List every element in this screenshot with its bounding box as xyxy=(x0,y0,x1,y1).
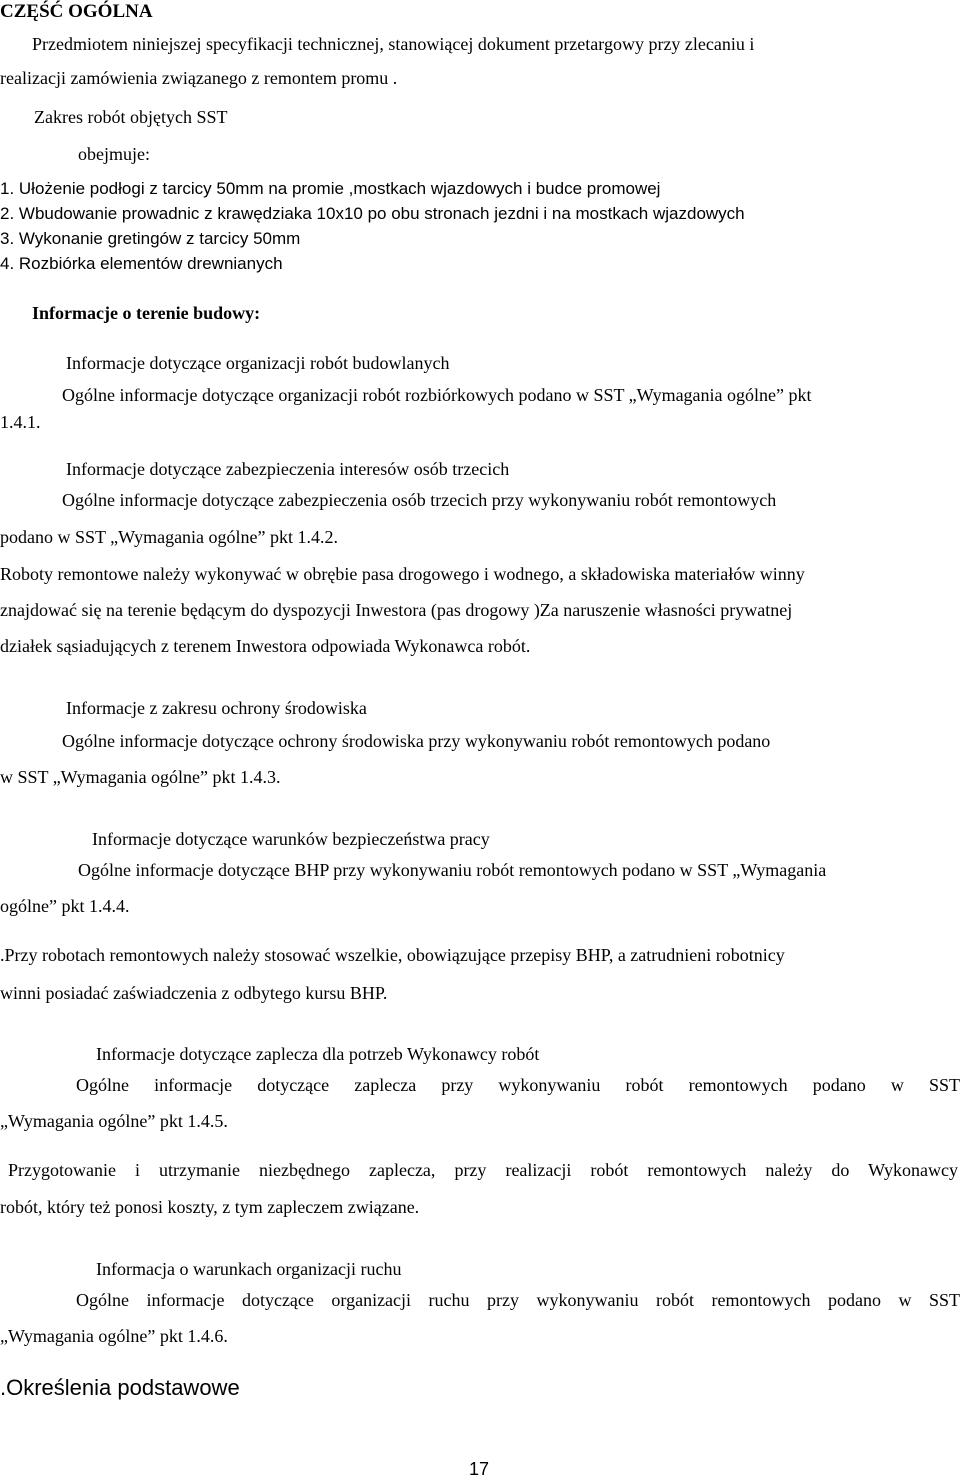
third-party-text-2: podano w SST „Wymagania ogólne” pkt 1.4.2. xyxy=(0,527,339,547)
scope-subtitle: obejmuje: xyxy=(78,144,150,164)
third-party-title: Informacje dotyczące zabezpieczenia interesów osób trzecich xyxy=(66,459,510,479)
intro-line-2: realizacji zamówienia związanego z remontem promu . xyxy=(0,68,398,88)
safety-extra-2: winni posiadać zaświadczenia z odbytego kursu BHP. xyxy=(0,983,388,1003)
safety-title: Informacje dotyczące warunków bezpieczeństwa pracy xyxy=(92,829,490,849)
facilities-text-1: Ogólne informacje dotyczące zaplecza przy wykonywaniu robót remontowych podano w SST xyxy=(76,1075,960,1095)
environment-text-2: w SST „Wymagania ogólne” pkt 1.4.3. xyxy=(0,767,281,787)
definitions-heading: .Określenia podstawowe xyxy=(0,1375,240,1400)
intro-line-1: Przedmiotem niniejszej specyfikacji technicznej, stanowiącej dokument przetargowy przy zlecaniu i xyxy=(32,34,755,54)
environment-title: Informacje z zakresu ochrony środowiska xyxy=(66,698,367,718)
safety-extra-1: .Przy robotach remontowych należy stosować wszelkie, obowiązujące przepisy BHP, a zatrudnieni robotnicy xyxy=(0,945,785,965)
third-party-extra-2: znajdować się na terenie będącym do dyspozycji Inwestora (pas drogowy )Za naruszenie własności prywatnej xyxy=(0,600,793,620)
scope-item: 2. Wbudowanie prowadnic z krawędziaka 10x10 po obu stronach jezdni i na mostkach wjazdowych xyxy=(0,204,745,223)
scope-item: 4. Rozbiórka elementów drewnianych xyxy=(0,254,283,273)
third-party-extra-1: Roboty remontowe należy wykonywać w obrębie pasa drogowego i wodnego, a składowiska materiałów winny xyxy=(0,564,805,584)
scope-item: 3. Wykonanie gretingów z tarcicy 50mm xyxy=(0,229,301,248)
facilities-text-2: „Wymagania ogólne” pkt 1.4.5. xyxy=(0,1111,228,1131)
third-party-extra-3: działek sąsiadujących z terenem Inwestora odpowiada Wykonawca robót. xyxy=(0,636,531,656)
traffic-text-2: „Wymagania ogólne” pkt 1.4.6. xyxy=(0,1326,228,1346)
facilities-extra-1: Przygotowanie i utrzymanie niezbędnego zaplecza, przy realizacji robót remontowych należy do Wykonawcy xyxy=(8,1160,958,1180)
safety-text-1: Ogólne informacje dotyczące BHP przy wykonywaniu robót remontowych podano w SST „Wymagania xyxy=(78,860,827,880)
traffic-title: Informacja o warunkach organizacji ruchu xyxy=(96,1259,402,1279)
scope-item: 1. Ułożenie podłogi z tarcicy 50mm na promie ,mostkach wjazdowych i budce promowej xyxy=(0,179,661,198)
page-number: 17 xyxy=(469,1459,490,1479)
environment-text-1: Ogólne informacje dotyczące ochrony środowiska przy wykonywaniu robót remontowych podano xyxy=(62,731,771,751)
organization-title: Informacje dotyczące organizacji robót budowlanych xyxy=(66,353,450,373)
safety-text-2: ogólne” pkt 1.4.4. xyxy=(0,896,130,916)
site-info-heading: Informacje o terenie budowy: xyxy=(32,303,261,323)
scope-title: Zakres robót objętych SST xyxy=(34,107,228,127)
facilities-extra-2: robót, który też ponosi koszty, z tym zapleczem związane. xyxy=(0,1197,420,1217)
organization-text-1: Ogólne informacje dotyczące organizacji robót rozbiórkowych podano w SST „Wymagania ogólne” pkt xyxy=(62,385,812,405)
organization-text-2: 1.4.1. xyxy=(0,412,41,432)
facilities-title: Informacje dotyczące zaplecza dla potrzeb Wykonawcy robót xyxy=(96,1044,540,1064)
third-party-text-1: Ogólne informacje dotyczące zabezpieczenia osób trzecich przy wykonywaniu robót remontowych xyxy=(62,490,777,510)
traffic-text-1: Ogólne informacje dotyczące organizacji ruchu przy wykonywaniu robót remontowych podano w SST xyxy=(76,1290,960,1310)
section-heading: CZĘŚĆ OGÓLNA xyxy=(0,1,153,22)
